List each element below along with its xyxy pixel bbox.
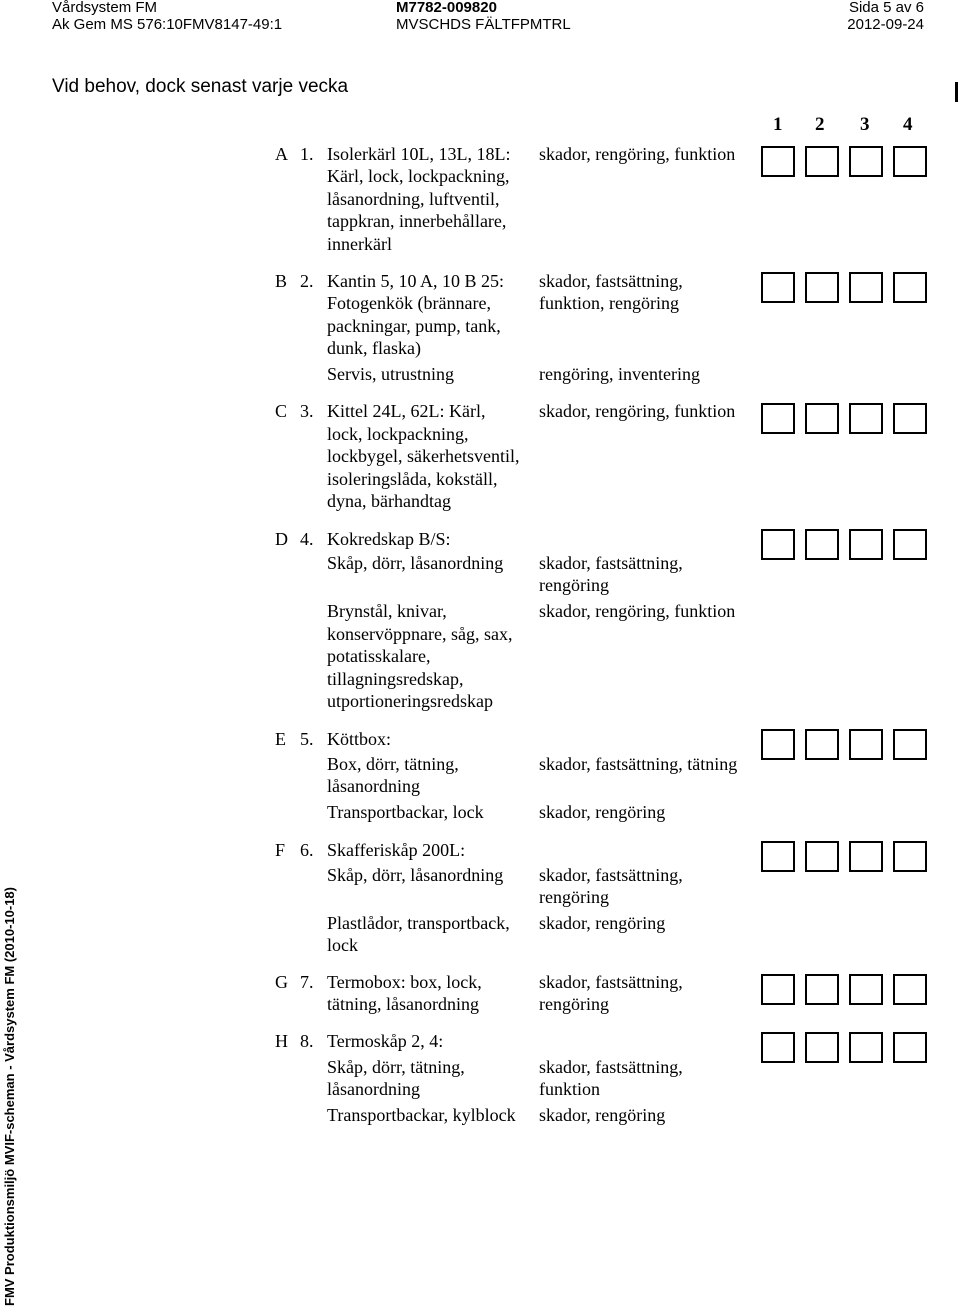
checkbox-f-1[interactable] [761, 841, 795, 872]
item-description-line: Fotogenkök (brännare, [327, 293, 491, 313]
item-description-line: dunk, flaska) [327, 338, 421, 358]
checkbox-f-4[interactable] [893, 841, 927, 872]
checkbox-g-3[interactable] [849, 974, 883, 1005]
sub-item-description: Skåp, dörr, låsanordning [327, 865, 504, 885]
item-check-text: skador, fastsättning, [539, 271, 683, 291]
item-description-line: låsanordning, luftventil, [327, 189, 500, 209]
checkbox-b-4[interactable] [893, 272, 927, 303]
sub-item-description: Plastlådor, transportback, [327, 913, 510, 933]
checkbox-g-4[interactable] [893, 974, 927, 1005]
checkbox-d-3[interactable] [849, 529, 883, 560]
item-description-line: Isolerkärl 10L, 13L, 18L: [327, 144, 511, 164]
sub-item-check-text: skador, rengöring, funktion [539, 601, 736, 621]
item-letter: G [275, 972, 288, 992]
item-letter: D [275, 529, 288, 549]
checkbox-f-3[interactable] [849, 841, 883, 872]
checkbox-h-3[interactable] [849, 1032, 883, 1063]
sub-item-description: lock [327, 935, 358, 955]
item-description-line: isoleringslåda, kokställ, [327, 469, 498, 489]
sub-item-description: Servis, utrustning [327, 364, 455, 384]
item-description-line: tappkran, innerbehållare, [327, 211, 507, 231]
item-check-text: rengöring [539, 994, 609, 1014]
item-number: 1. [300, 144, 314, 164]
sub-item-check-text: skador, fastsättning, [539, 1057, 683, 1077]
item-number: 7. [300, 972, 314, 992]
sub-item-check-text: skador, rengöring [539, 913, 666, 933]
section-title: Vid behov, dock senast varje vecka [52, 76, 349, 97]
checkbox-b-3[interactable] [849, 272, 883, 303]
checkbox-d-4[interactable] [893, 529, 927, 560]
revision-bar [955, 82, 958, 102]
sub-item-description: låsanordning [327, 776, 420, 796]
item-letter: B [275, 271, 288, 291]
checkbox-g-2[interactable] [805, 974, 839, 1005]
column-header-4: 4 [903, 114, 913, 135]
checkbox-f-2[interactable] [805, 841, 839, 872]
item-number: 6. [300, 840, 314, 860]
header-page-number: Sida 5 av 6 [848, 0, 924, 16]
sub-item-check-text: skador, fastsättning, [539, 865, 683, 885]
sub-item-description: Transportbackar, lock [327, 802, 484, 822]
sub-item-description: Transportbackar, kylblock [327, 1105, 516, 1125]
item-description-line: Skafferiskåp 200L: [327, 840, 466, 860]
sub-item-check-text: skador, fastsättning, [539, 553, 683, 573]
sub-item-description: potatisskalare, [327, 646, 431, 666]
sub-item-description: Box, dörr, tätning, [327, 754, 459, 774]
column-header-1: 1 [773, 114, 783, 135]
checkbox-h-4[interactable] [893, 1032, 927, 1063]
checkbox-b-1[interactable] [761, 272, 795, 303]
item-description-line: Köttbox: [327, 729, 392, 749]
item-description-line: Kittel 24L, 62L: Kärl, [327, 401, 486, 421]
checkbox-h-2[interactable] [805, 1032, 839, 1063]
item-description-line: packningar, pump, tank, [327, 316, 501, 336]
item-description-line: Termobox: box, lock, [327, 972, 482, 992]
sub-item-description: Skåp, dörr, tätning, [327, 1057, 465, 1077]
checkbox-b-2[interactable] [805, 272, 839, 303]
item-description-line: Kärl, lock, lockpackning, [327, 166, 510, 186]
checkbox-e-4[interactable] [893, 729, 927, 760]
item-description-line: tätning, låsanordning [327, 994, 479, 1014]
column-header-3: 3 [860, 114, 870, 135]
header-document-ref: Ak Gem MS 576:10FMV8147-49:1 [52, 16, 283, 33]
item-description-line: lock, lockpackning, [327, 424, 469, 444]
sub-item-description: Skåp, dörr, låsanordning [327, 553, 504, 573]
header-m-number: M7782-009820 [396, 0, 497, 16]
checkbox-c-2[interactable] [805, 403, 839, 434]
item-description-line: Kantin 5, 10 A, 10 B 25: [327, 271, 505, 291]
sub-item-check-text: rengöring [539, 887, 609, 907]
sub-item-check-text: skador, fastsättning, tätning [539, 754, 738, 774]
sub-item-check-text: rengöring, inventering [539, 364, 700, 384]
column-header-2: 2 [815, 114, 825, 135]
header-equipment-code: MVSCHDS FÄLTFPMTRL [396, 16, 571, 33]
item-number: 5. [300, 729, 314, 749]
sub-item-description: låsanordning [327, 1079, 420, 1099]
checkbox-g-1[interactable] [761, 974, 795, 1005]
item-description-line: Termoskåp 2, 4: [327, 1031, 444, 1051]
sub-item-description: konservöppnare, såg, sax, [327, 624, 513, 644]
item-letter: E [275, 729, 286, 749]
sub-item-check-text: rengöring [539, 575, 609, 595]
item-number: 2. [300, 271, 314, 291]
item-check-text: funktion, rengöring [539, 293, 679, 313]
side-footer-text: FMV Produktionsmiljö MVIF-scheman - Vårdsystem FM (2010-10-18) [2, 887, 17, 1306]
header-date: 2012-09-24 [847, 16, 924, 33]
checkbox-a-2[interactable] [805, 146, 839, 177]
item-number: 8. [300, 1031, 314, 1051]
item-letter: F [275, 840, 286, 860]
checkbox-a-3[interactable] [849, 146, 883, 177]
item-description-line: innerkärl [327, 234, 392, 254]
item-letter: A [275, 144, 288, 164]
item-description-line: dyna, bärhandtag [327, 491, 451, 511]
item-description-line: lockbygel, säkerhetsventil, [327, 446, 520, 466]
checkbox-e-2[interactable] [805, 729, 839, 760]
checkbox-e-3[interactable] [849, 729, 883, 760]
item-description-line: Kokredskap B/S: [327, 529, 451, 549]
checkbox-h-1[interactable] [761, 1032, 795, 1063]
item-number: 3. [300, 401, 314, 421]
sub-item-description: utportioneringsredskap [327, 691, 493, 711]
item-letter: C [275, 401, 288, 421]
item-check-text: skador, rengöring, funktion [539, 401, 736, 421]
checkbox-d-1[interactable] [761, 529, 795, 560]
checkbox-c-1[interactable] [761, 403, 795, 434]
sub-item-description: tillagningsredskap, [327, 669, 464, 689]
checkbox-a-4[interactable] [893, 146, 927, 177]
checkbox-c-4[interactable] [893, 403, 927, 434]
item-check-text: skador, fastsättning, [539, 972, 683, 992]
sub-item-check-text: funktion [539, 1079, 600, 1099]
sub-item-description: Brynstål, knivar, [327, 601, 447, 621]
item-number: 4. [300, 529, 314, 549]
checkbox-a-1[interactable] [761, 146, 795, 177]
sub-item-check-text: skador, rengöring [539, 802, 666, 822]
item-letter: H [275, 1031, 288, 1051]
header-system-name: Vårdsystem FM [52, 0, 158, 16]
checkbox-d-2[interactable] [805, 529, 839, 560]
sub-item-check-text: skador, rengöring [539, 1105, 666, 1125]
item-check-text: skador, rengöring, funktion [539, 144, 736, 164]
checkbox-c-3[interactable] [849, 403, 883, 434]
checkbox-e-1[interactable] [761, 729, 795, 760]
